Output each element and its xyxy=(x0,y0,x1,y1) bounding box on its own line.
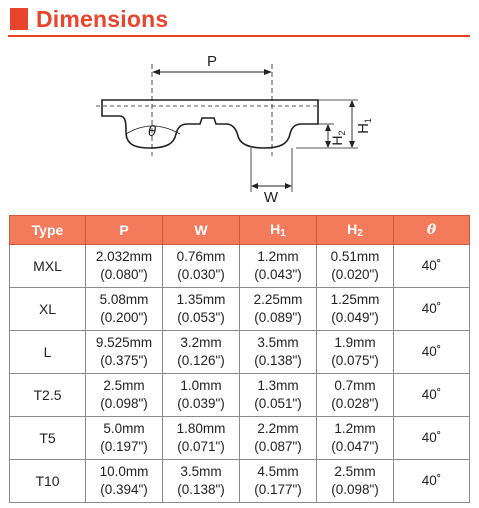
cell-w: 3.2mm (0.126") xyxy=(163,331,240,374)
cell-p: 2.032mm (0.080") xyxy=(86,245,163,288)
cell-theta: 40˚ xyxy=(394,417,470,460)
page-title: Dimensions xyxy=(36,6,169,32)
table-row xyxy=(10,374,470,417)
col-header-h1 xyxy=(240,216,317,245)
cell-h2: 0.7mm (0.028") xyxy=(317,374,394,417)
cell-p: 10.0mm (0.394") xyxy=(86,460,163,503)
cell-w: 1.80mm (0.071") xyxy=(163,417,240,460)
cell-h2: 1.9mm (0.075") xyxy=(317,331,394,374)
table-row xyxy=(10,245,470,288)
cell-type: T2.5 xyxy=(10,374,86,417)
cell-type: T10 xyxy=(10,460,86,503)
cell-w: 3.5mm (0.138") xyxy=(163,460,240,503)
cell-theta: 40˚ xyxy=(394,288,470,331)
cell-w: 1.0mm (0.039") xyxy=(163,374,240,417)
section-header xyxy=(8,4,470,34)
label-p: P xyxy=(206,53,218,70)
col-header-h2-label: H xyxy=(347,221,358,237)
cell-p: 9.525mm (0.375") xyxy=(86,331,163,374)
label-h2: H xyxy=(329,135,345,146)
label-h1-sub: 1 xyxy=(363,118,373,124)
cell-theta: 40˚ xyxy=(394,245,470,288)
svg-text:H1 xyxy=(355,118,373,134)
header-rule xyxy=(8,35,470,37)
col-header-type: Type xyxy=(10,216,86,245)
table-row xyxy=(10,288,470,331)
cell-h1: 3.5mm (0.138") xyxy=(240,331,317,374)
cell-h1: 2.25mm (0.089") xyxy=(240,288,317,331)
label-h2-sub: 2 xyxy=(337,130,347,136)
cell-type: L xyxy=(10,331,86,374)
col-header-h1-sub: 1 xyxy=(280,228,286,239)
cell-h1: 2.2mm (0.087") xyxy=(240,417,317,460)
cell-theta: 40˚ xyxy=(394,374,470,417)
label-theta: θ xyxy=(147,123,157,140)
cell-w: 1.35mm (0.053") xyxy=(163,288,240,331)
table-row xyxy=(10,417,470,460)
col-header-theta: θ xyxy=(394,216,470,245)
label-w: W xyxy=(263,189,279,206)
col-header-w: W xyxy=(163,216,240,245)
col-header-h2 xyxy=(317,216,394,245)
cell-type: XL xyxy=(10,288,86,331)
cell-p: 5.08mm (0.200") xyxy=(86,288,163,331)
cell-p: 5.0mm (0.197") xyxy=(86,417,163,460)
col-header-p: P xyxy=(86,216,163,245)
cell-type: MXL xyxy=(10,245,86,288)
cell-h2: 2.5mm (0.098") xyxy=(317,460,394,503)
accent-square xyxy=(10,8,28,30)
cell-h2: 0.51mm (0.020") xyxy=(317,245,394,288)
svg-text:H2 xyxy=(329,130,347,145)
belt-profile-outline xyxy=(102,100,318,148)
cell-h2: 1.2mm (0.047") xyxy=(317,417,394,460)
col-header-h1-label: H xyxy=(270,221,281,237)
cell-type: T5 xyxy=(10,417,86,460)
cell-w: 0.76mm (0.030") xyxy=(163,245,240,288)
cell-h1: 1.3mm (0.051") xyxy=(240,374,317,417)
cell-p: 2.5mm (0.098") xyxy=(86,374,163,417)
cell-h1: 1.2mm (0.043") xyxy=(240,245,317,288)
belt-profile-diagram xyxy=(96,44,386,212)
cell-h1: 4.5mm (0.177") xyxy=(240,460,317,503)
cell-theta: 40˚ xyxy=(394,460,470,503)
label-h1: H xyxy=(355,123,372,134)
table-row xyxy=(10,331,470,374)
table-header-row xyxy=(10,216,470,245)
table-row xyxy=(10,460,470,503)
col-header-h2-sub: 2 xyxy=(357,228,363,239)
dimensions-table xyxy=(9,215,470,503)
cell-h2: 1.25mm (0.049") xyxy=(317,288,394,331)
cell-theta: 40˚ xyxy=(394,331,470,374)
